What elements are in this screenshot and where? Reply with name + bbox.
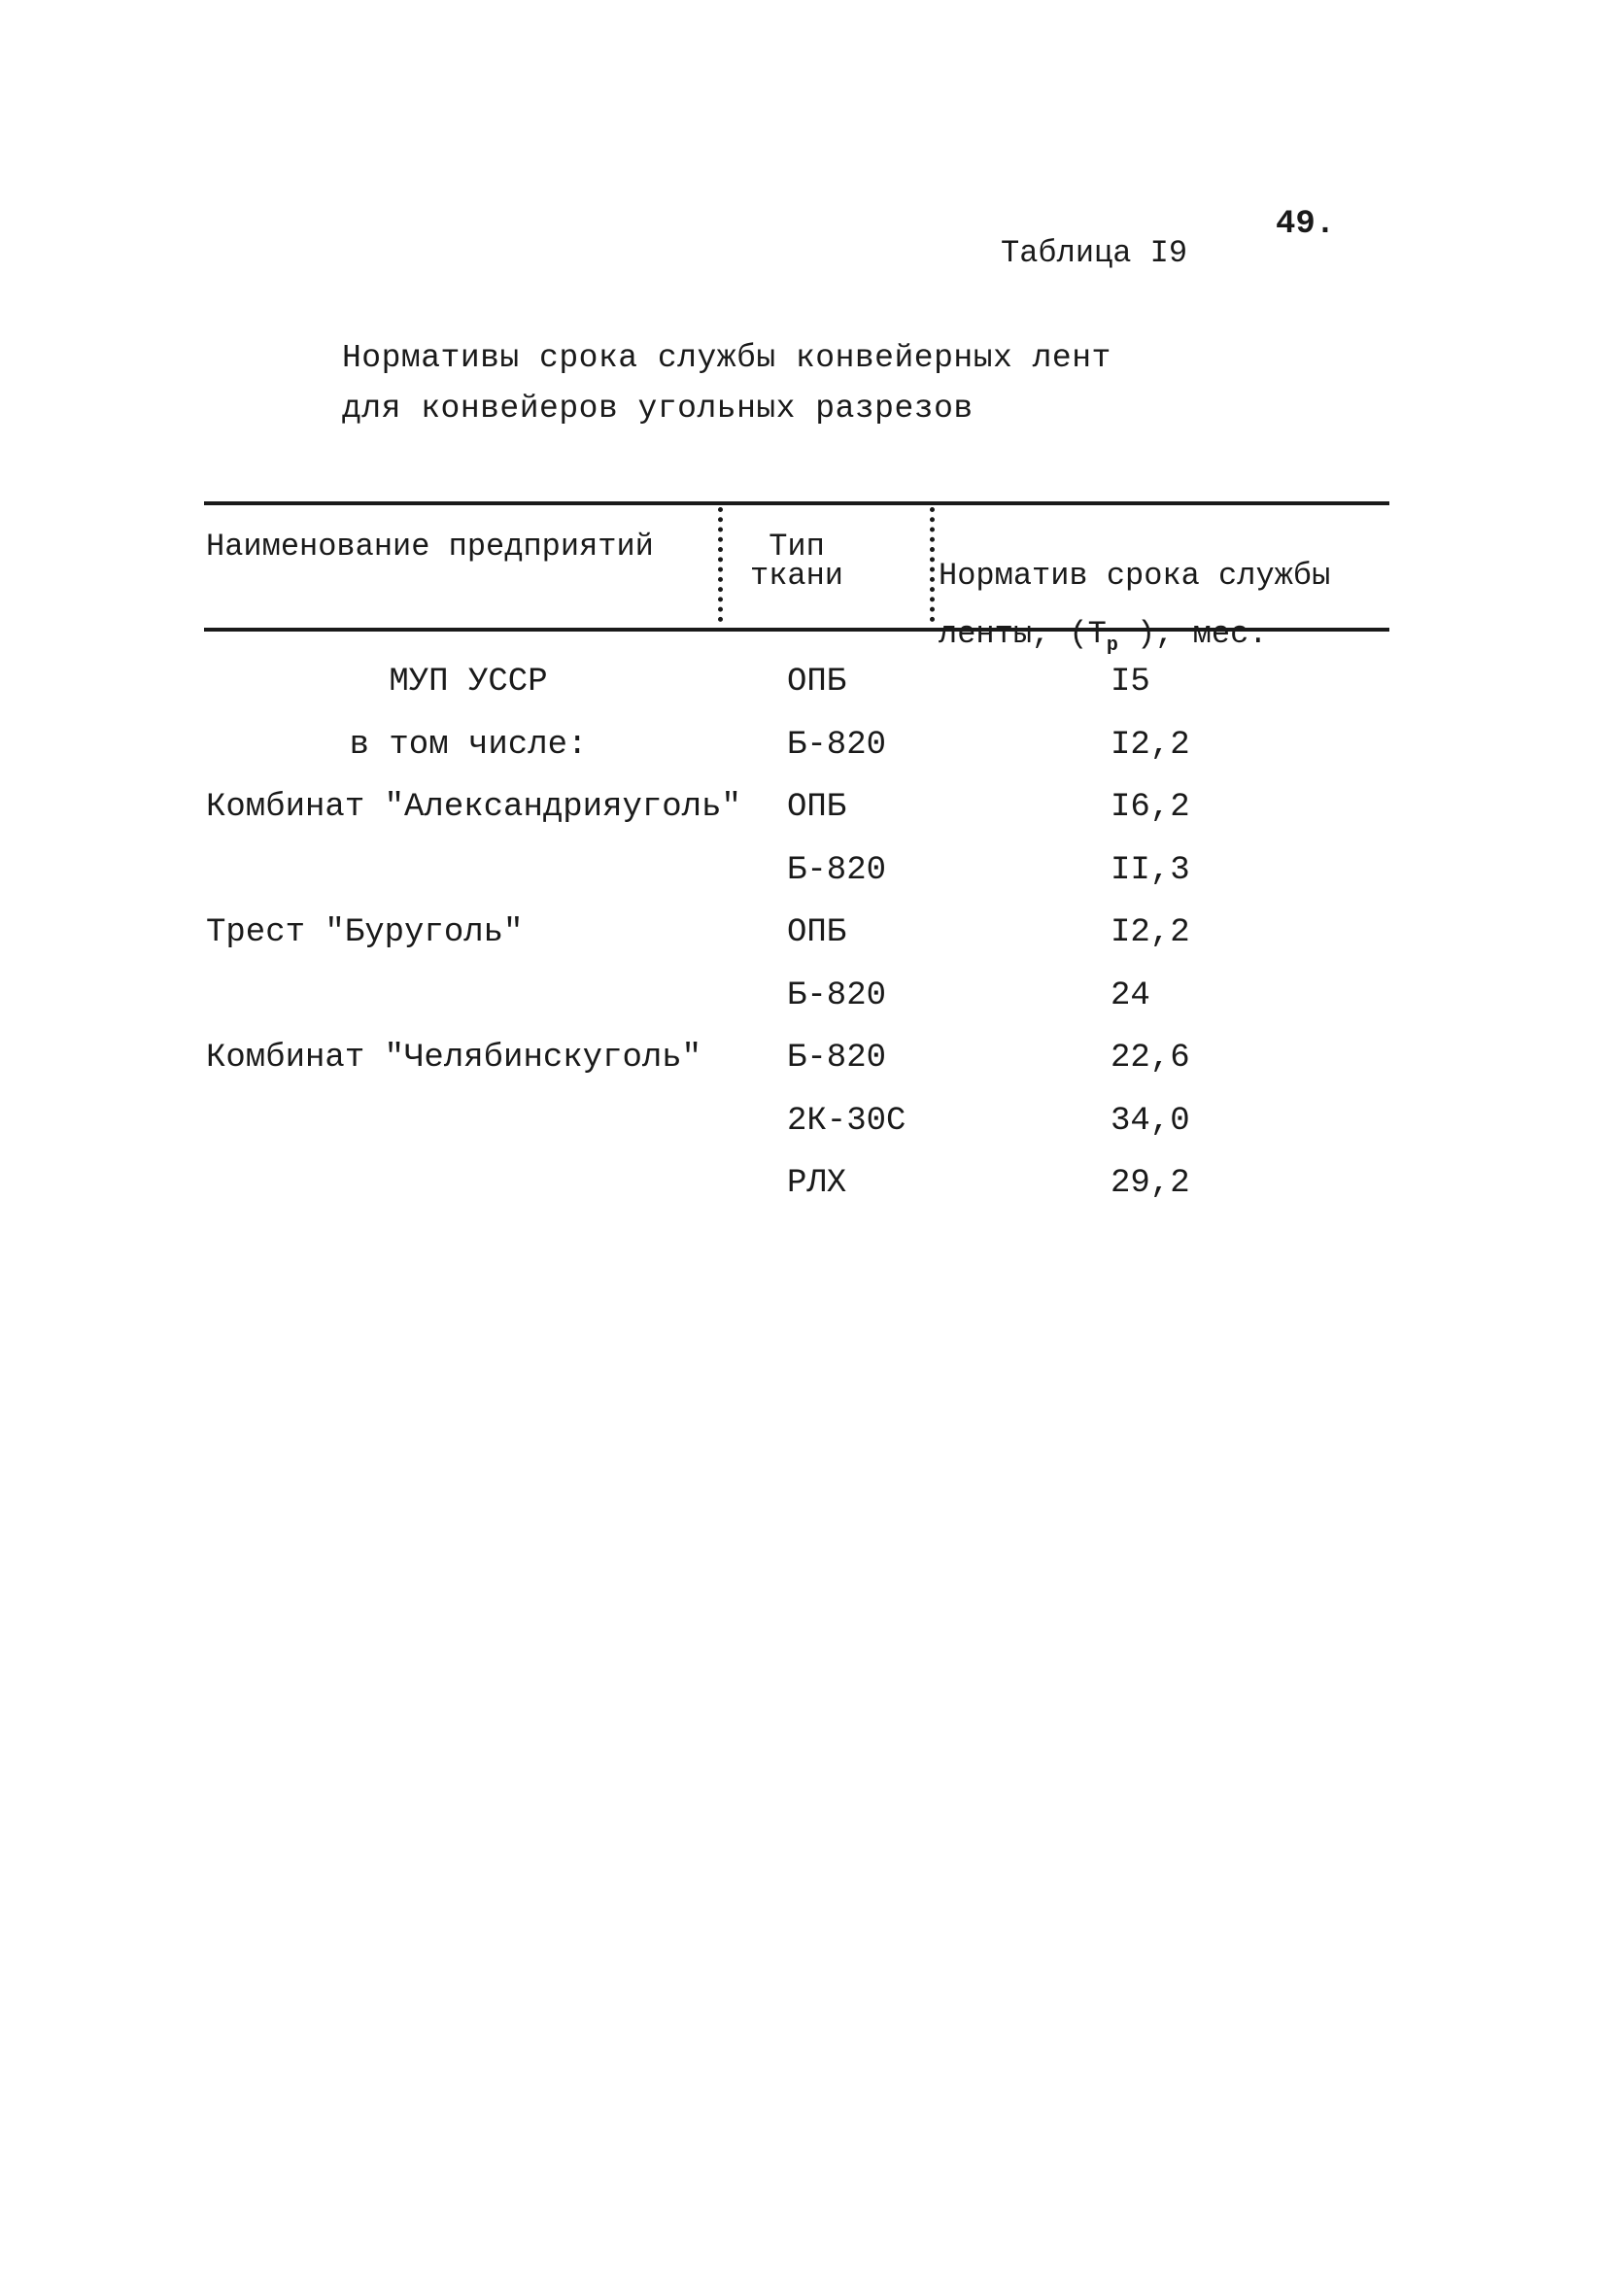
fabric-type-cell: 2К-30С [787,1102,906,1140]
norm-value-cell: I2,2 [1111,726,1190,764]
page-number: 49. [1276,206,1336,243]
norm-value-cell: II,3 [1111,851,1190,889]
table-row [0,727,1607,790]
norm-value-cell: 22,6 [1111,1040,1190,1077]
norm-value-cell: I5 [1111,664,1150,701]
table-body [0,664,1607,1228]
fabric-type-cell: Б-820 [787,1040,887,1077]
table-row [0,914,1607,977]
table-row [0,664,1607,727]
norm-value-cell: 29,2 [1111,1165,1190,1202]
table-row [0,1040,1607,1103]
table-row [0,977,1607,1041]
table-row [0,852,1607,915]
enterprise-cell: МУП УССР [389,664,548,701]
table-title-line-2: для конвейеров угольных разрезов [342,391,974,427]
enterprise-cell: Трест "Буруголь" [206,914,524,951]
enterprise-cell: Комбинат "Александрияуголь" [206,789,741,826]
norm-value-cell: 24 [1111,977,1150,1014]
enterprise-cell: Комбинат "Челябинскуголь" [206,1040,702,1077]
column-separator [930,507,935,622]
fabric-type-cell: ОПБ [787,664,847,701]
header-enterprise: Наименование предприятий [206,529,654,565]
table-top-rule [204,501,1389,505]
table-header-rule [204,628,1389,632]
fabric-type-cell: ОПБ [787,789,847,826]
table-title-line-1: Нормативы срока службы конвейерных лент [342,340,1111,376]
enterprise-cell: в том числе: [349,726,588,764]
norm-value-cell: 34,0 [1111,1102,1190,1140]
norm-value-cell: I6,2 [1111,789,1190,826]
column-separator [718,507,723,622]
fabric-type-cell: ОПБ [787,914,847,951]
header-norm-line-2-suffix: ), мес. [1117,616,1268,652]
norm-value-cell: I2,2 [1111,914,1190,951]
fabric-type-cell: Б-820 [787,726,887,764]
header-fabric-type: Тип ткани [749,529,843,594]
header-norm-line-2-prefix: ленты, (Т [939,616,1107,652]
table-row [0,1103,1607,1166]
header-norm [939,532,1330,661]
table-label: Таблица I9 [1001,235,1188,271]
table-row [0,789,1607,852]
fabric-type-cell: Б-820 [787,851,887,889]
table-row [0,1165,1607,1228]
header-norm-subscript: р [1106,634,1118,657]
fabric-type-cell: Б-820 [787,977,887,1014]
header-norm-line-1: Норматив срока службы [939,558,1331,594]
fabric-type-cell: РЛХ [787,1165,847,1202]
